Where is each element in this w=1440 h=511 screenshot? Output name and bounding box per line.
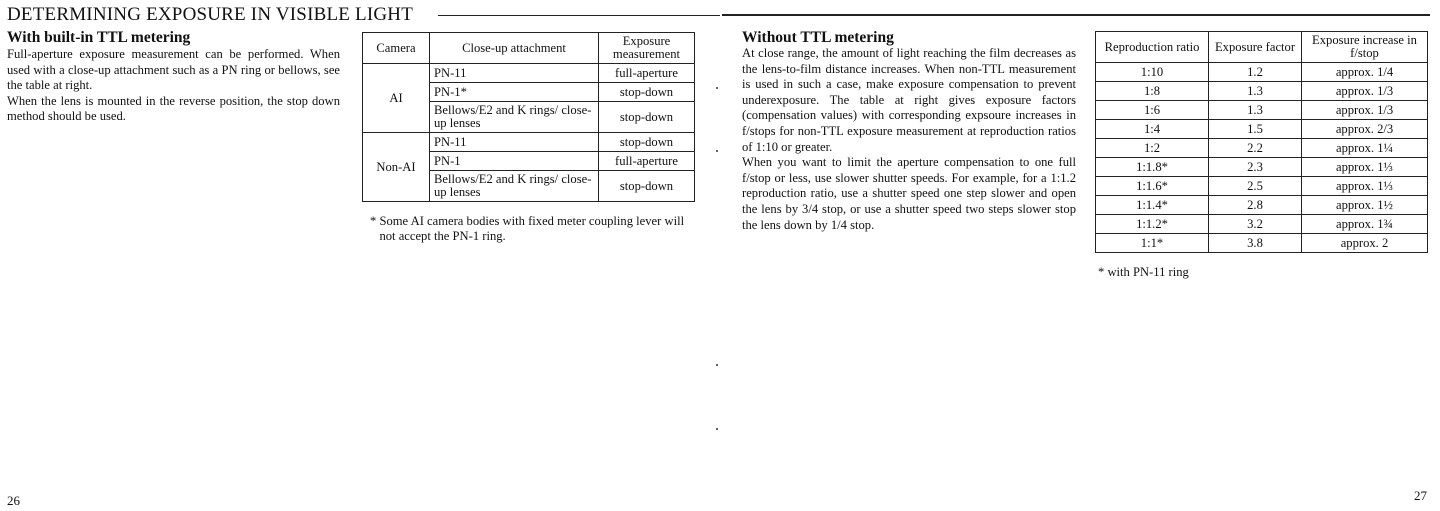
footnote-mark: *	[370, 214, 377, 228]
column-header-attachment: Close-up attachment	[430, 33, 599, 64]
increase-cell: approx. 1/3	[1302, 82, 1428, 101]
camera-cell-ai: AI	[363, 64, 430, 133]
page-number-right: 27	[1414, 488, 1427, 503]
factor-cell: 1.3	[1209, 82, 1302, 101]
left-footnote	[370, 214, 700, 244]
column-header-increase: Exposure increase in f/stop	[1302, 32, 1428, 63]
ratio-cell: 1:6	[1096, 101, 1209, 120]
ratio-cell: 1:4	[1096, 120, 1209, 139]
right-section-heading: Without TTL metering	[742, 29, 894, 46]
exposure-factor-table	[1095, 31, 1428, 253]
table-header-row	[363, 33, 695, 64]
gutter-dot	[716, 87, 718, 89]
attachment-cell: PN-11	[430, 64, 599, 83]
ratio-cell: 1:1*	[1096, 234, 1209, 253]
increase-cell: approx. 1¾	[1302, 215, 1428, 234]
gutter-dot	[716, 364, 718, 366]
table-row	[1096, 196, 1428, 215]
measurement-cell: stop-down	[599, 83, 695, 102]
gutter-dot	[716, 150, 718, 152]
attachment-cell: Bellows/E2 and K rings/ close-up lenses	[430, 102, 599, 133]
camera-cell-non-ai: Non-AI	[363, 133, 430, 202]
ratio-cell: 1:1.8*	[1096, 158, 1209, 177]
table-row	[1096, 101, 1428, 120]
ratio-cell: 1:1.4*	[1096, 196, 1209, 215]
left-paragraph-1: Full-aperture exposure measurement can be performed. When used with a close-up attachment such as a PN ring or bellows, see the table at right.	[7, 47, 340, 93]
title-rule-right	[722, 14, 1430, 16]
factor-cell: 2.2	[1209, 139, 1302, 158]
table-row	[1096, 82, 1428, 101]
column-header-measurement: Exposure measurement	[599, 33, 695, 64]
attachment-cell: Bellows/E2 and K rings/ close-up lenses	[430, 171, 599, 202]
table-row	[363, 64, 695, 83]
column-header-camera: Camera	[363, 33, 430, 64]
attachment-cell: PN-1	[430, 152, 599, 171]
ratio-cell: 1:8	[1096, 82, 1209, 101]
table-row	[1096, 158, 1428, 177]
table-row	[1096, 139, 1428, 158]
attachment-cell: PN-11	[430, 133, 599, 152]
footnote-text: Some AI camera bodies with fixed meter coupling lever will not accept the PN-1 ring.	[379, 214, 685, 243]
attachment-cell: PN-1*	[430, 83, 599, 102]
table-row	[1096, 177, 1428, 196]
table-row	[1096, 234, 1428, 253]
column-header-factor: Exposure factor	[1209, 32, 1302, 63]
factor-cell: 1.2	[1209, 63, 1302, 82]
ratio-cell: 1:2	[1096, 139, 1209, 158]
gutter-dot	[716, 428, 718, 430]
table-header-row	[1096, 32, 1428, 63]
page-title: DETERMINING EXPOSURE IN VISIBLE LIGHT	[7, 4, 414, 25]
factor-cell: 2.3	[1209, 158, 1302, 177]
increase-cell: approx. 1¼	[1302, 139, 1428, 158]
exposure-table-body	[1096, 63, 1428, 253]
increase-cell: approx. 2/3	[1302, 120, 1428, 139]
ttl-attachment-table	[362, 32, 695, 202]
left-section-body	[7, 47, 340, 125]
factor-cell: 3.8	[1209, 234, 1302, 253]
page-number-left: 26	[7, 493, 20, 508]
right-footnote: * with PN-11 ring	[1098, 265, 1189, 279]
factor-cell: 2.5	[1209, 177, 1302, 196]
factor-cell: 1.3	[1209, 101, 1302, 120]
table-row	[1096, 63, 1428, 82]
increase-cell: approx. 1/3	[1302, 101, 1428, 120]
measurement-cell: stop-down	[599, 133, 695, 152]
measurement-cell: stop-down	[599, 102, 695, 133]
left-paragraph-2: When the lens is mounted in the reverse position, the stop down method should be used.	[7, 93, 340, 124]
right-section-body	[742, 46, 1076, 233]
ratio-cell: 1:10	[1096, 63, 1209, 82]
right-paragraph-2: When you want to limit the aperture compensation to one full f/stop or less, use slower shutter speeds. For example, for a 1:1.2 reproduction ratio, use a shutter speed one step slower and open the lens by 3/4 stop, or use a shutter speed two steps slower stop the lens down by 1/4 stop.	[742, 155, 1076, 232]
right-paragraph-1: At close range, the amount of light reaching the film decreases as the lens-to-film distance increases. When non-TTL measurement is used in such a case, make exposure compensation to prevent underexposure. The table at right gives exposure factors (compensation values) with corresponding expsoure increases in f/stops for non-TTL exposure measurement at reproduction ratios of 1:10 or greater.	[742, 46, 1076, 154]
left-section-heading: With built-in TTL metering	[7, 29, 191, 46]
table-row	[1096, 215, 1428, 234]
increase-cell: approx. 1⅓	[1302, 158, 1428, 177]
increase-cell: approx. 2	[1302, 234, 1428, 253]
increase-cell: approx. 1⅓	[1302, 177, 1428, 196]
measurement-cell: stop-down	[599, 171, 695, 202]
measurement-cell: full-aperture	[599, 64, 695, 83]
measurement-cell: full-aperture	[599, 152, 695, 171]
ratio-cell: 1:1.2*	[1096, 215, 1209, 234]
increase-cell: approx. 1½	[1302, 196, 1428, 215]
column-header-ratio: Reproduction ratio	[1096, 32, 1209, 63]
ratio-cell: 1:1.6*	[1096, 177, 1209, 196]
table-row	[363, 133, 695, 152]
factor-cell: 1.5	[1209, 120, 1302, 139]
increase-cell: approx. 1/4	[1302, 63, 1428, 82]
title-rule-left	[438, 15, 720, 16]
factor-cell: 3.2	[1209, 215, 1302, 234]
table-row	[1096, 120, 1428, 139]
factor-cell: 2.8	[1209, 196, 1302, 215]
